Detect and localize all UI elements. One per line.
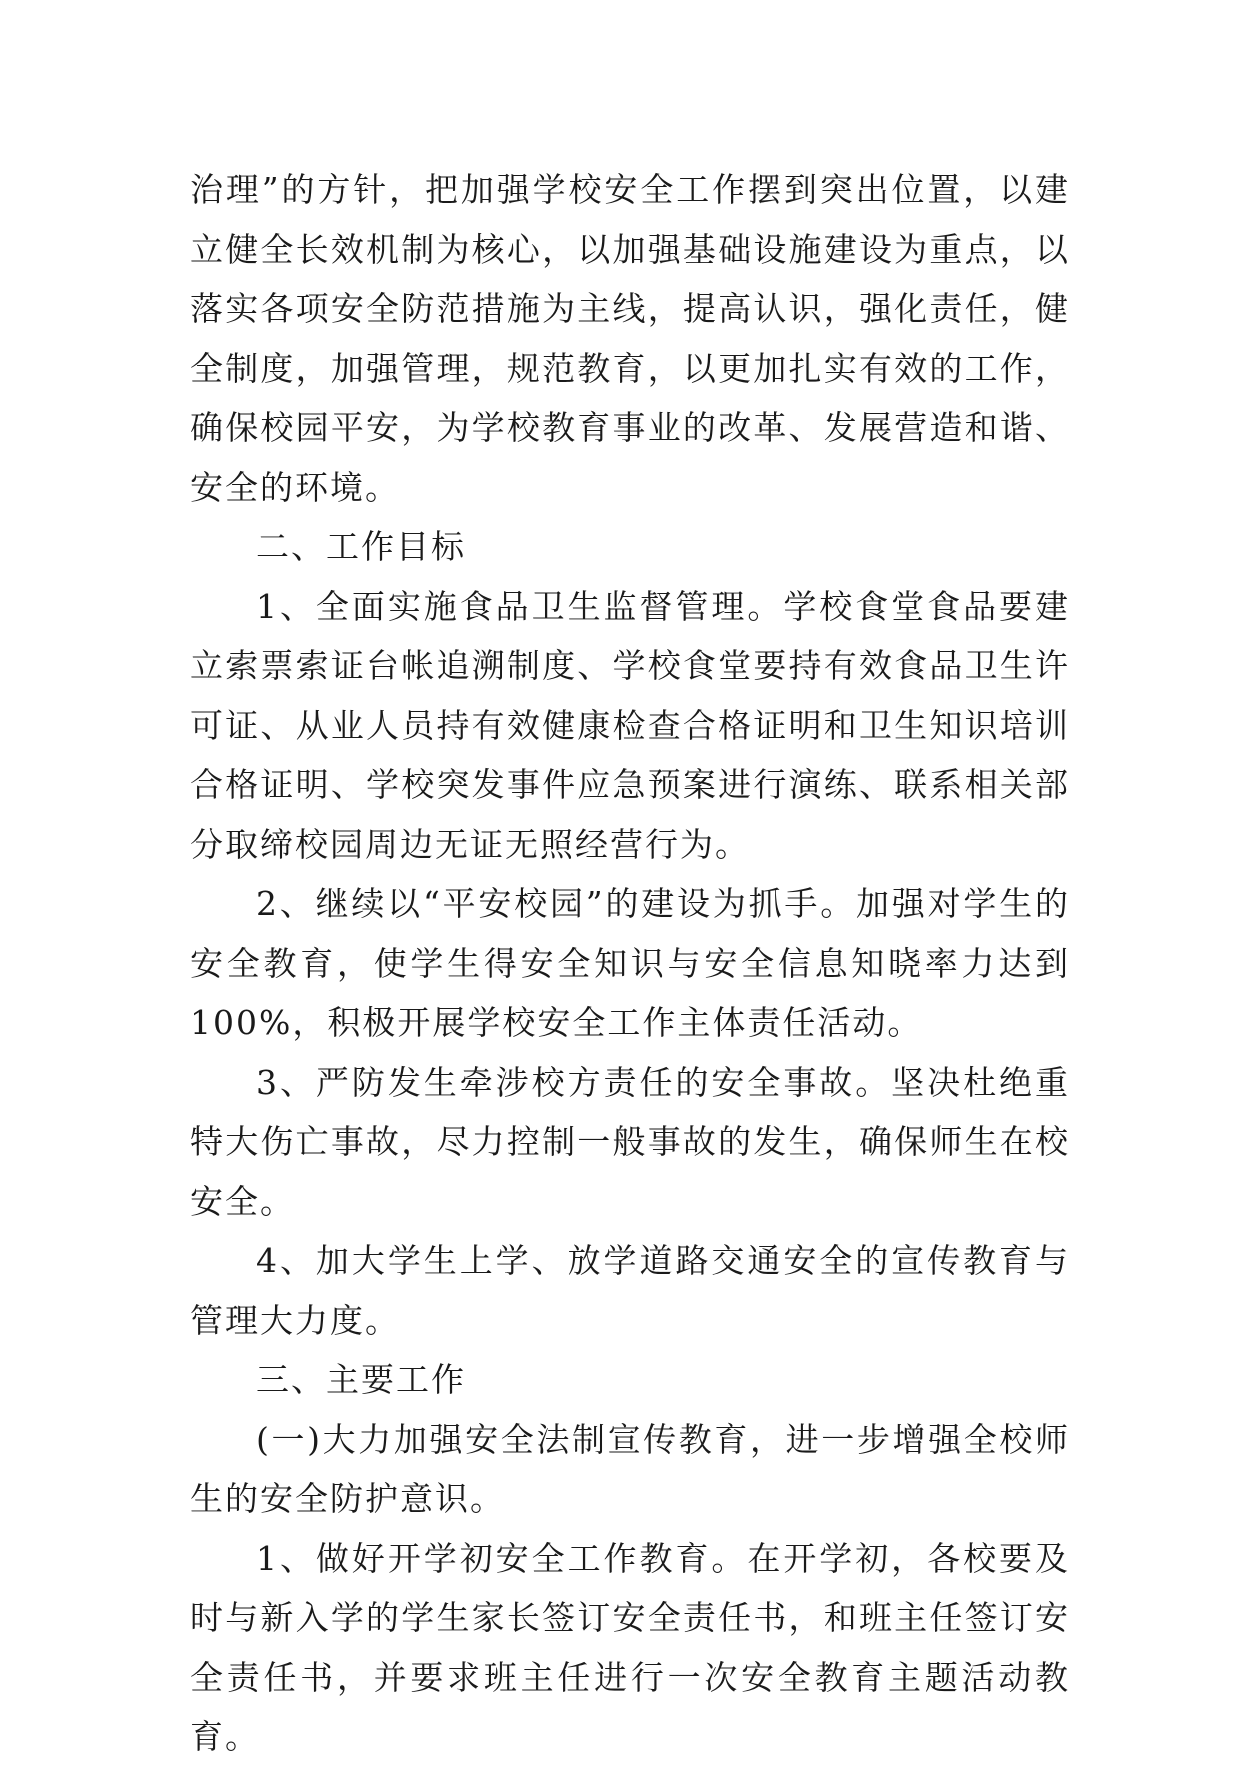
document-body: [190, 160, 1070, 1767]
goal-item-1: 1、全面实施食品卫生监督管理。学校食堂食品要建立索票索证台帐追溯制度、学校食堂要持有效食品卫生许可证、从业人员持有效健康检查合格证明和卫生知识培训合格证明、学校突发事件应急预案进行演练、联系相关部分取缔校园周边无证无照经营行为。: [190, 586, 1070, 864]
goal-item-2: 2、继续以“平安校园”的建设为抓手。加强对学生的安全教育，使学生得安全知识与安全信息知晓率力达到100%，积极开展学校安全工作主体责任活动。: [190, 884, 1070, 1042]
heading-work-goals: 二、工作目标: [256, 527, 466, 566]
subheading-safety-education: (一)大力加强安全法制宣传教育，进一步增强全校师生的安全防护意识。: [190, 1419, 1070, 1518]
work-item-1: 1、做好开学初安全工作教育。在开学初，各校要及时与新入学的学生家长签订安全责任书，和班主任签订安全责任书，并要求班主任进行一次安全教育主题活动教育。: [190, 1538, 1070, 1756]
heading-main-work: 三、主要工作: [256, 1360, 466, 1399]
paragraph-guiding-policy: 治理”的方针，把加强学校安全工作摆到突出位置，以建立健全长效机制为核心，以加强基础设施建设为重点，以落实各项安全防范措施为主线，提高认识，强化责任，健全制度，加强管理，规范教育，以更加扎实有效的工作，确保校园平安，为学校教育事业的改革、发展营造和谐、安全的环境。: [190, 170, 1070, 507]
goal-item-3: 3、严防发生牵涉校方责任的安全事故。坚决杜绝重特大伤亡事故，尽力控制一般事故的发生，确保师生在校安全。: [190, 1062, 1070, 1221]
goal-item-4: 4、加大学生上学、放学道路交通安全的宣传教育与管理大力度。: [190, 1241, 1070, 1340]
